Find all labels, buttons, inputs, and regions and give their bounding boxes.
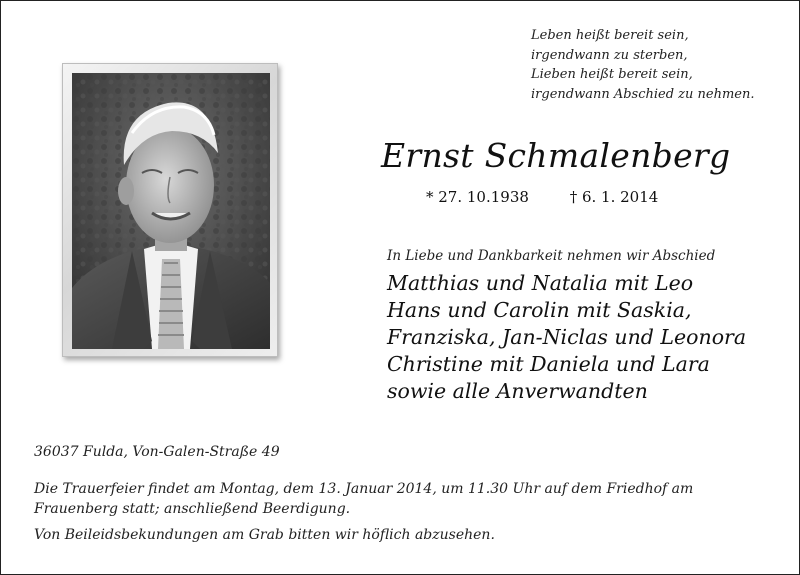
poem-line: Leben heißt bereit sein,: [531, 28, 689, 43]
portrait-photo: [72, 73, 270, 349]
poem-line: irgendwann Abschied zu nehmen.: [531, 86, 755, 102]
poem-line: irgendwann zu sterben,: [531, 47, 688, 63]
condolence-note: Von Beileidsbekundungen am Grab bitten wir höflich abzusehen.: [34, 527, 495, 543]
portrait-photo-frame: [62, 63, 278, 357]
mourner-line: Hans und Carolin mit Saskia,: [387, 298, 692, 322]
ceremony-line: Frauenberg statt; anschließend Beerdigung.: [34, 501, 351, 517]
mourner-line: sowie alle Anverwandten: [387, 379, 648, 403]
birth-date: * 27. 10.1938: [426, 188, 529, 206]
mourners-list: [387, 270, 746, 405]
family-address: 36037 Fulda, Von-Galen-Straße 49: [34, 444, 280, 460]
mourner-line: Matthias und Natalia mit Leo: [387, 271, 694, 295]
funeral-ceremony-info: [34, 479, 774, 519]
ceremony-line: Die Trauerfeier findet am Montag, dem 13. Januar 2014, um 11.30 Uhr auf dem Friedhof am: [34, 481, 694, 497]
deceased-name: Ernst Schmalenberg: [381, 136, 731, 175]
mourner-line: Franziska, Jan-Niclas und Leonora: [387, 325, 747, 349]
mourner-line: Christine mit Daniela und Lara: [387, 352, 710, 376]
death-date: † 6. 1. 2014: [569, 188, 659, 206]
poem-line: Lieben heißt bereit sein,: [531, 67, 693, 82]
poem: [531, 26, 791, 104]
life-dates: [426, 187, 658, 207]
mourning-intro: In Liebe und Dankbarkeit nehmen wir Abschied: [387, 248, 716, 264]
